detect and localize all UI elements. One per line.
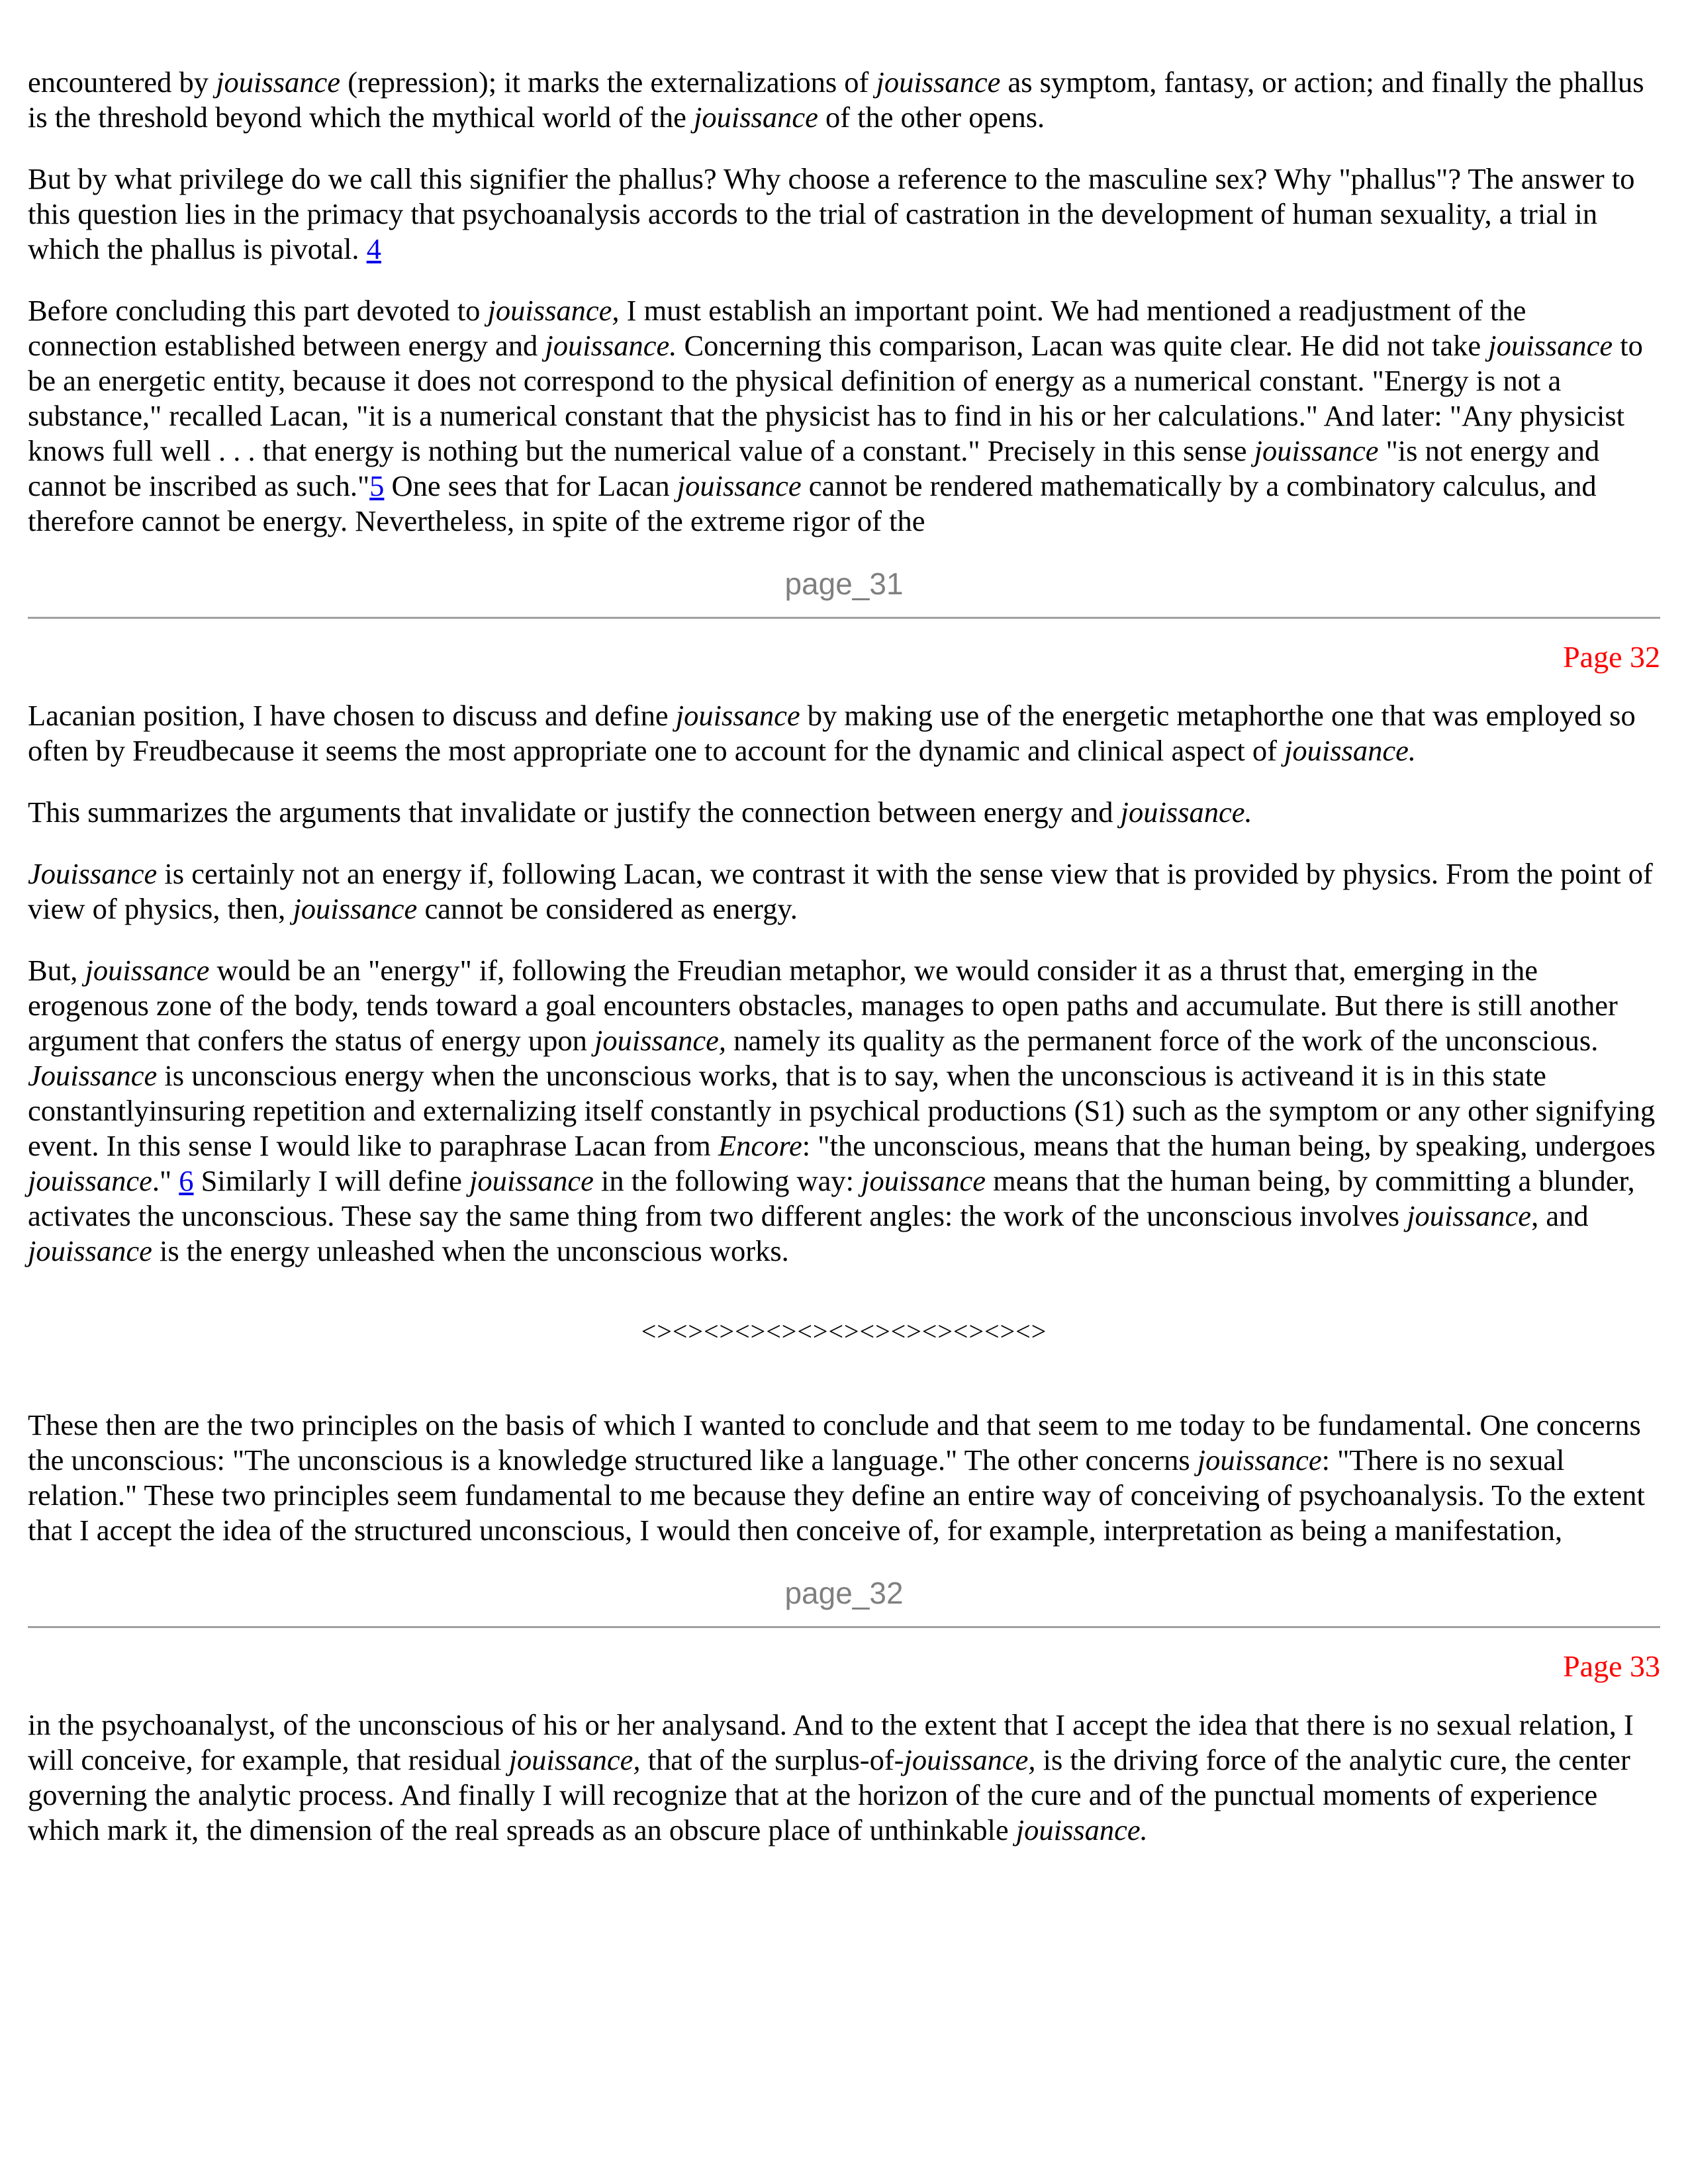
paragraph: Before concluding this part devoted to jouissance, I must establish an important point. We had mentioned a readjustment of the connection established between energy and jouissance. Concerning this comparison, Lacan was quite clear. He did not take jouissance to be an energetic entity, because it does not correspond to the physical definition of energy as a numerical constant. "Energy is not a substance," recalled Lacan, "it is a numerical constant that the physicist has to find in his or her calculations." And later: "Any physicist knows full well . . . that energy is nothing but the numerical value of a constant." Precisely in this sense jouissance "is not energy and cannot be inscribed as such."5 One sees that for Lacan jouissance cannot be rendered mathematically by a combinatory calculus, and therefore cannot be energy. Nevertheless, in spite of the extreme rigor of the bbox=[28, 294, 1643, 537]
page-number-header: Page 33 bbox=[1563, 1649, 1660, 1683]
footnote-link-4[interactable]: 4 bbox=[366, 232, 381, 265]
page-number-header: Page 32 bbox=[1563, 640, 1660, 674]
section-separator: <><><><><><><><><><><><><> bbox=[641, 1316, 1047, 1346]
paragraph: in the psychoanalyst, of the unconscious of his or her analysand. And to the extent that I accept the idea that there is no sexual relation, I will conceive, for example, that residual jouissance, that of the surplus-of-jouissance, is the driving force of the analytic cure, the center governing the analytic process. And finally I will recognize that at the horizon of the cure and of the punctual moments of experience which mark it, the dimension of the real spreads as an obscure place of unthinkable jouissance. bbox=[28, 1708, 1634, 1846]
paragraph: encountered by jouissance (repression); it marks the externalizations of jouissance as symptom, fantasy, or action; and finally the phallus is the threshold beyond which the mythical world of the jouissance of the other opens. bbox=[28, 66, 1644, 134]
paragraph: This summarizes the arguments that invalidate or justify the connection between energy and jouissance. bbox=[28, 796, 1252, 829]
page-divider bbox=[28, 617, 1660, 619]
page-divider bbox=[28, 1626, 1660, 1628]
footnote-link-6[interactable]: 6 bbox=[179, 1164, 194, 1197]
paragraph: Lacanian position, I have chosen to discuss and define jouissance by making use of the energetic metaphorthe one that was employed so often by Freudbecause it seems the most appropriate one to account for the dynamic and clinical aspect of jouissance. bbox=[28, 699, 1636, 767]
paragraph: These then are the two principles on the basis of which I wanted to conclude and that seem to me today to be fundamental. One concerns the unconscious: "The unconscious is a knowledge structured like a language." The other concerns jouissance: "There is no sexual relation." These two principles seem fundamental to me because they define an entire way of conceiving of psychoanalysis. To the extent that I accept the idea of the structured unconscious, I would then conceive of, for example, interpretation as being a manifestation, bbox=[28, 1408, 1645, 1547]
paragraph: Jouissance is certainly not an energy if, following Lacan, we contrast it with the sense view that is provided by physics. From the point of view of physics, then, jouissance cannot be considered as energy. bbox=[28, 857, 1653, 925]
paragraph: But by what privilege do we call this signifier the phallus? Why choose a reference to the masculine sex? Why "phallus"? The answer to this question lies in the primacy that psychoanalysis accords to the trial of castration in the development of human sexuality, a trial in which the phallus is pivotal. 4 bbox=[28, 162, 1635, 265]
footnote-link-5[interactable]: 5 bbox=[369, 469, 385, 502]
paragraph: But, jouissance would be an "energy" if, following the Freudian metaphor, we would consider it as a thrust that, emerging in the erogenous zone of the body, tends toward a goal encounters obstacles, manages to open paths and accumulate. But there is still another argument that confers the status of energy upon jouissance, namely its quality as the permanent force of the work of the unconscious. Jouissance is unconscious energy when the unconscious works, that is to say, when the unconscious is activeand it is in this state constantlyinsuring repetition and externalizing itself constantly in psychical productions (S1) such as the symptom or any other signifying event. In this sense I would like to paraphrase Lacan from Encore: "the unconscious, means that the human being, by speaking, undergoes jouissance." 6 Similarly I will define jouissance in the following way: jouissance means that the human being, by committing a blunder, activates the unconscious. These say the same thing from two different angles: the work of the unconscious involves jouissance, and jouissance is the energy unleashed when the unconscious works. bbox=[28, 954, 1656, 1267]
document-page bbox=[28, 65, 1660, 1874]
page-marker: page_31 bbox=[784, 567, 904, 601]
page-marker: page_32 bbox=[784, 1576, 904, 1610]
